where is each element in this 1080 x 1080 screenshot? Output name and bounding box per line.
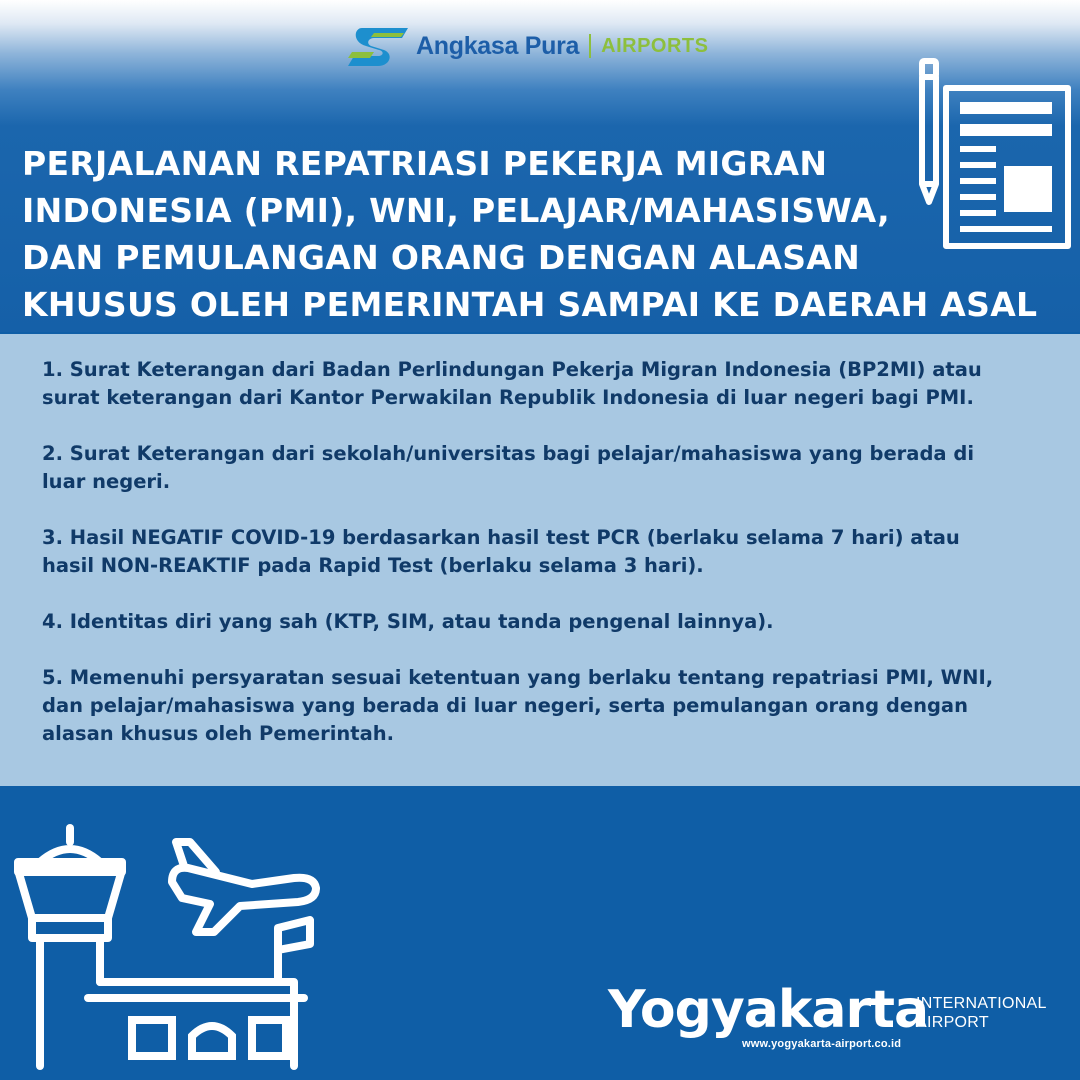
title-line: KHUSUS OLEH PEMERINTAH SAMPAI KE DAERAH ASAL	[22, 285, 1038, 324]
requirement-item	[42, 524, 1072, 580]
requirement-line: 1. Surat Keterangan dari Badan Perlindungan Pekerja Migran Indonesia (BP2MI) atau	[42, 358, 982, 381]
angkasa-pura-logo	[344, 22, 744, 70]
requirement-item	[42, 356, 1072, 412]
requirements-list	[42, 356, 1072, 776]
page-title	[22, 140, 1062, 328]
requirement-line: surat keterangan dari Kantor Perwakilan Republik Indonesia di luar negeri bagi PMI.	[42, 386, 974, 409]
airport-tower-plane-icon	[4, 822, 334, 1072]
requirement-line: 4. Identitas diri yang sah (KTP, SIM, atau tanda pengenal lainnya).	[42, 610, 774, 633]
airport-intl-line: AIRPORT	[916, 1014, 989, 1031]
airport-intl-line: INTERNATIONAL	[916, 995, 1047, 1012]
requirement-line: dan pelajar/mahasiswa yang berada di luar negeri, serta pemulangan orang dengan	[42, 694, 968, 717]
title-line: INDONESIA (PMI), WNI, PELAJAR/MAHASISWA,	[22, 191, 890, 230]
requirement-line: 5. Memenuhi persyaratan sesuai ketentuan yang berlaku tentang repatriasi PMI, WNI,	[42, 666, 994, 689]
brand-name: Angkasa Pura	[416, 31, 580, 60]
requirement-item	[42, 664, 1072, 748]
brand-divider	[589, 34, 591, 58]
requirement-item	[42, 440, 1072, 496]
angkasa-pura-logo-icon	[344, 24, 410, 68]
title-line: PERJALANAN REPATRIASI PEKERJA MIGRAN	[22, 144, 828, 183]
yogyakarta-airport-logo	[608, 980, 1068, 1060]
airport-url: www.yogyakarta-airport.co.id	[742, 1038, 902, 1050]
airport-intl-label	[916, 994, 1047, 1032]
brand-sub: AIRPORTS	[601, 34, 709, 57]
airport-name: Yogyakarta	[608, 980, 929, 1040]
requirement-line: luar negeri.	[42, 470, 171, 493]
title-line: DAN PEMULANGAN ORANG DENGAN ALASAN	[22, 238, 861, 277]
requirement-line: alasan khusus oleh Pemerintah.	[42, 722, 395, 745]
requirement-line: hasil NON-REAKTIF pada Rapid Test (berlaku selama 3 hari).	[42, 554, 704, 577]
requirement-line: 3. Hasil NEGATIF COVID-19 berdasarkan hasil test PCR (berlaku selama 7 hari) atau	[42, 526, 960, 549]
requirement-item	[42, 608, 1072, 636]
requirement-line: 2. Surat Keterangan dari sekolah/universitas bagi pelajar/mahasiswa yang berada di	[42, 442, 975, 465]
